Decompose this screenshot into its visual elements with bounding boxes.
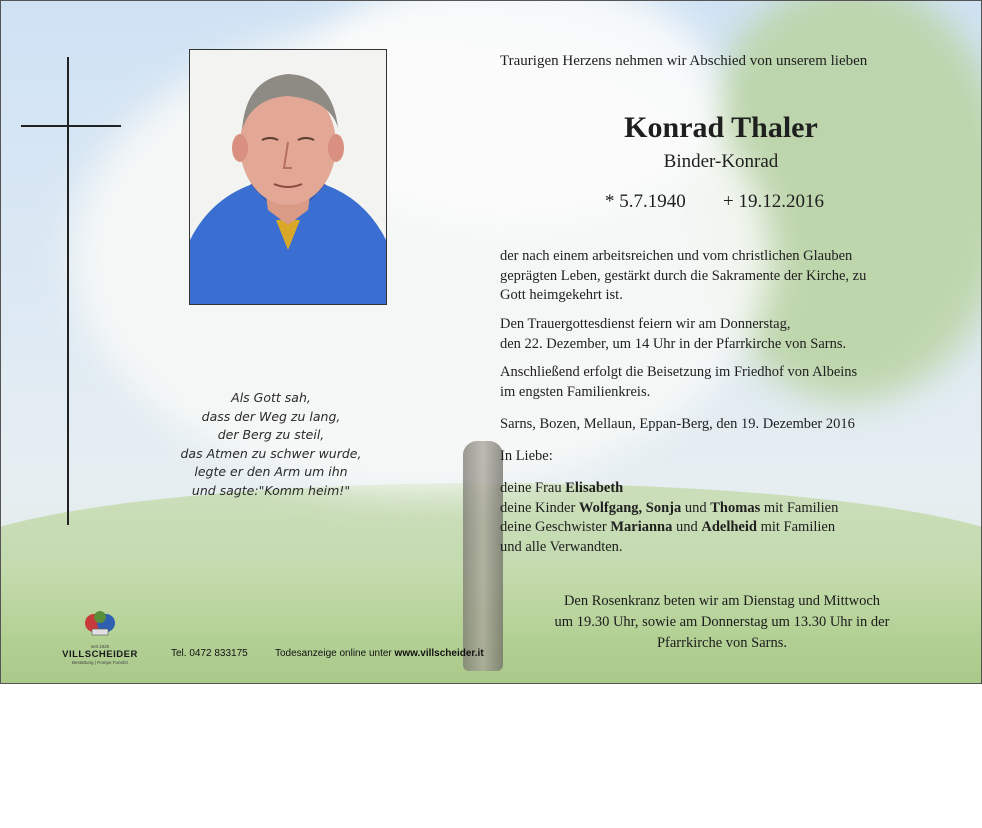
place-date	[500, 415, 855, 435]
paragraph-burial	[500, 363, 857, 402]
mourner-conjunction: und	[684, 499, 707, 516]
mourner-name: Thomas	[710, 499, 761, 516]
paragraph-line: geprägten Leben, gestärkt durch die Sakramente der Kirche, zu	[500, 267, 867, 284]
place-date-line: Sarns, Bozen, Mellaun, Eppan-Berg, den 19. Dezember 2016	[500, 416, 855, 432]
poem-line: das Atmen zu schwer wurde,	[180, 445, 362, 461]
footer-online	[275, 648, 484, 659]
footer-phone: Tel. 0472 833175	[171, 648, 248, 659]
death-date: + 19.12.2016	[723, 191, 824, 212]
mourner-name: Marianna	[610, 519, 673, 535]
rosary-line: um 19.30 Uhr, sowie am Donnerstag um 13.30 Uhr in der	[554, 614, 890, 630]
paragraph-line: Anschließend erfolgt die Beisetzung im Friedhof von Albeins	[500, 364, 858, 380]
paragraph-line: den 22. Dezember, um 14 Uhr in der Pfarrkirche von Sarns.	[500, 335, 847, 352]
in-love-text: In Liebe:	[500, 448, 553, 464]
logo-name: VILLSCHEIDER	[62, 649, 138, 660]
mourner-prefix: deine Frau	[500, 480, 562, 496]
deceased-nickname: Binder-Konrad	[663, 151, 779, 172]
poem-line: legte er den Arm um ihn	[194, 464, 348, 479]
paragraph-line: der nach einem arbeitsreichen und vom christlichen Glauben	[500, 248, 853, 264]
footer-online-prefix: Todesanzeige online unter	[275, 648, 392, 659]
portrait-photo	[189, 49, 387, 305]
mourner-suffix: mit Familien	[763, 499, 839, 516]
intro-text: Traurigen Herzens nehmen wir Abschied von unserem lieben	[500, 53, 868, 69]
logo-subtitle: Bestattung | Pompe Funebri	[72, 660, 128, 665]
mourner-siblings	[500, 518, 838, 538]
birth-date: * 5.7.1940	[605, 191, 686, 212]
mourner-relatives: und alle Verwandten.	[500, 538, 623, 555]
tree-trunk	[463, 441, 503, 671]
paragraph-line: Gott heimgekehrt ist.	[500, 287, 623, 303]
paragraph-service	[500, 315, 846, 354]
logo-est: seit 1925	[90, 644, 110, 649]
cross-icon-vertical	[67, 57, 69, 525]
poem-line: der Berg zu steil,	[217, 427, 325, 442]
mourner-prefix: deine Geschwister	[500, 519, 607, 535]
mourner-wife	[500, 479, 838, 499]
mourner-name: Elisabeth	[565, 480, 624, 496]
funeral-home-logo	[59, 609, 141, 673]
footer-online-url[interactable]: www.villscheider.it	[394, 648, 484, 659]
rosary-line: Pfarrkirche von Sarns.	[656, 635, 788, 651]
portrait-illustration	[190, 50, 386, 304]
rosary-notice	[499, 591, 945, 654]
paragraph-life	[500, 247, 866, 306]
rosary-line: Den Rosenkranz beten wir am Dienstag und Mittwoch	[563, 593, 881, 609]
paragraph-line: Den Trauergottesdienst feiern wir am Donnerstag,	[500, 316, 791, 332]
mourner-name: Wolfgang, Sonja	[578, 499, 682, 516]
mourner-suffix: mit Familien	[760, 519, 836, 535]
mourner-children	[500, 499, 838, 519]
mourner-prefix: deine Kinder	[500, 499, 576, 516]
deceased-name: Konrad Thaler	[624, 111, 818, 144]
crest-icon	[80, 609, 120, 639]
mourner-name: Adelheid	[701, 519, 757, 535]
poem	[151, 389, 391, 500]
poem-line: dass der Weg zu lang,	[201, 408, 341, 424]
poem-line: und sagte:"Komm heim!"	[191, 482, 351, 498]
in-love-label	[500, 447, 553, 467]
mourner-conjunction: und	[675, 519, 698, 535]
cross-icon-horizontal	[21, 125, 121, 127]
mourners-list	[500, 479, 838, 557]
paragraph-line: im engsten Familienkreis.	[500, 383, 651, 400]
poem-line: Als Gott sah,	[231, 390, 311, 405]
